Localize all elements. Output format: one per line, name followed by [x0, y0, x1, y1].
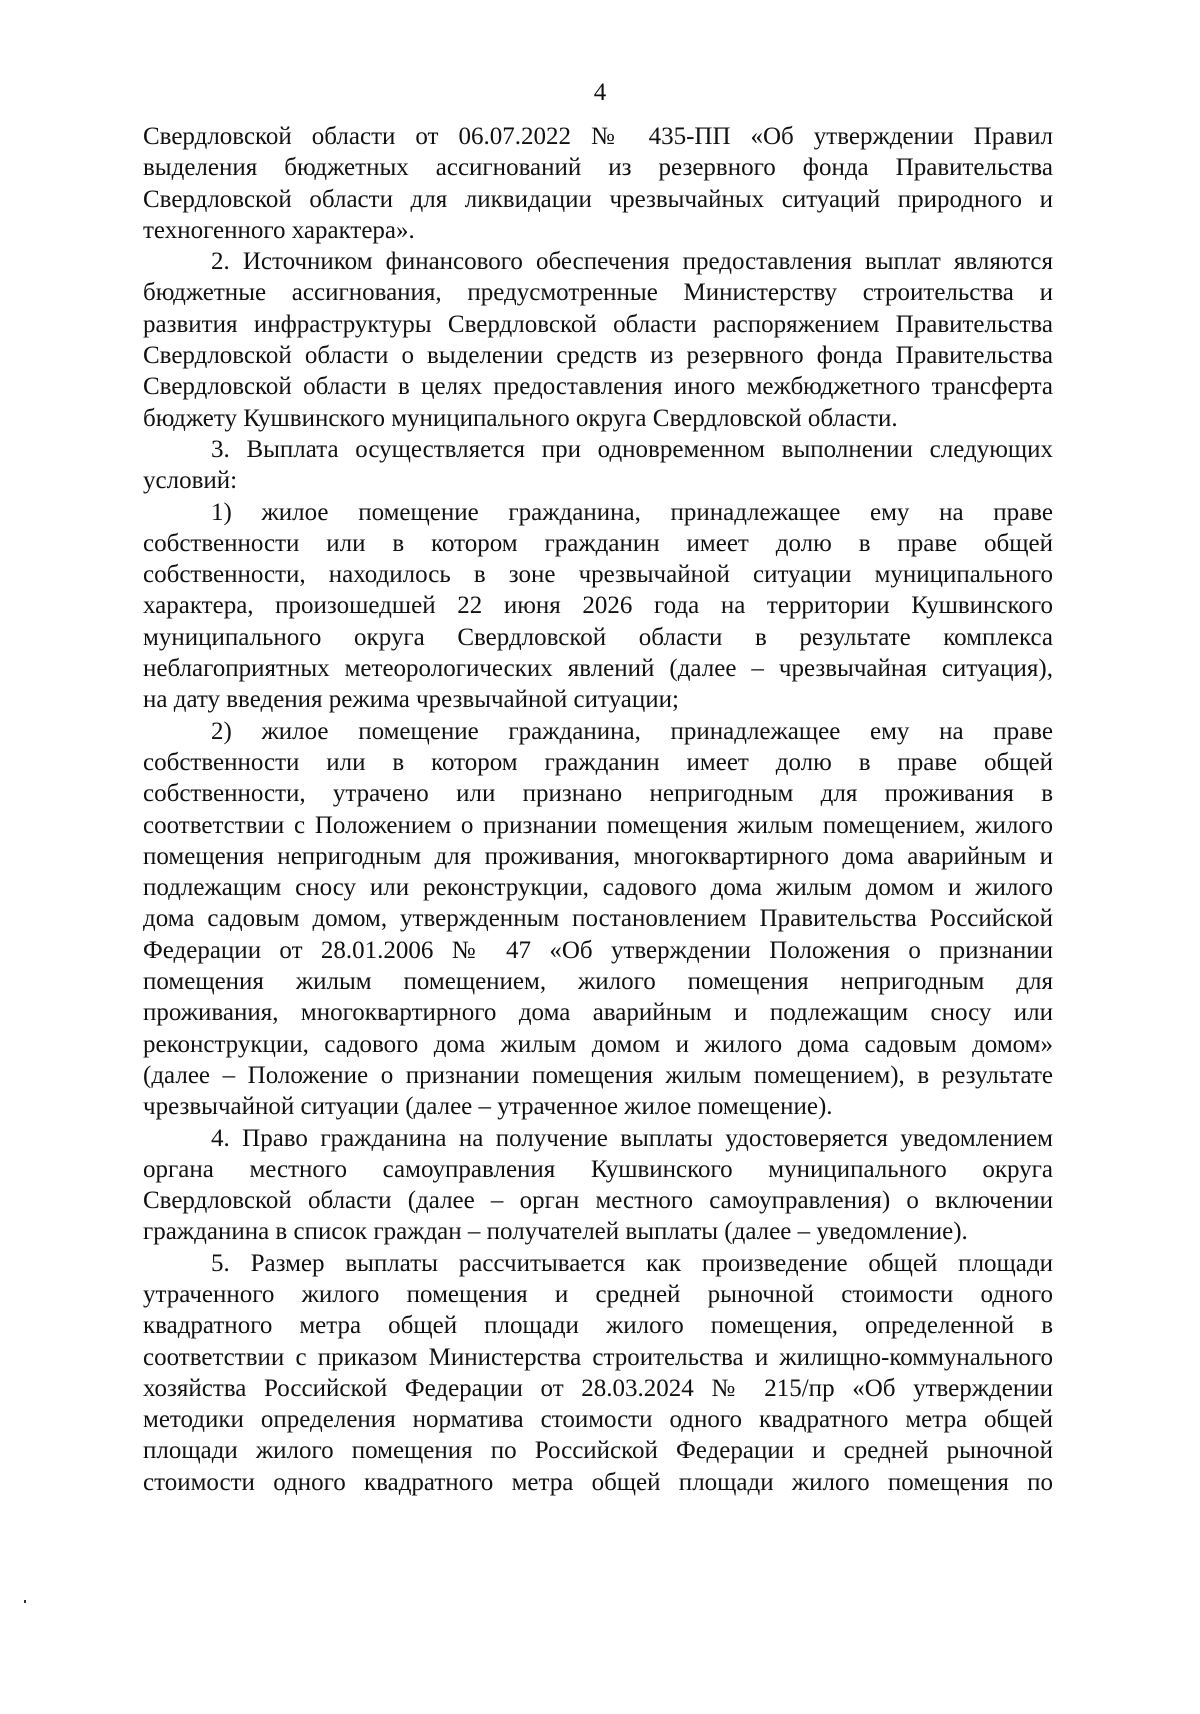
text-line: Свердловской области о выделении средств из резервного фонда Правительства — [143, 342, 1053, 370]
text-line: собственности, утрачено или признано непригодным для проживания в — [143, 780, 1053, 808]
text-line: условий: — [143, 467, 238, 495]
text-line: 2) жилое помещение гражданина, принадлежащее ему на праве — [211, 717, 1053, 745]
text-line: стоимости одного квадратного метра общей площади жилого помещения по — [143, 1468, 1053, 1496]
text-line: гражданина в список граждан – получателей выплаты (далее – уведомление). — [143, 1218, 968, 1246]
page-number: 4 — [593, 79, 607, 106]
text-line: собственности, находилось в зоне чрезвычайной ситуации муниципального — [143, 561, 1053, 589]
text-line: (далее – Положение о признании помещения жилым помещением), в результате — [143, 1061, 1053, 1089]
text-line: чрезвычайной ситуации (далее – утраченное жилое помещение). — [143, 1093, 833, 1121]
text-line: 1) жилое помещение гражданина, принадлежащее ему на праве — [211, 498, 1053, 526]
text-line: техногенного характера». — [143, 216, 415, 244]
text-line: бюджету Кушвинского муниципального округа Свердловской области. — [143, 404, 898, 432]
scan-speck — [24, 1600, 26, 1603]
text-line: дома садовым домом, утвержденным постановлением Правительства Российской — [143, 905, 1053, 933]
text-line: реконструкции, садового дома жилым домом и жилого дома садовым домом» — [143, 1030, 1053, 1058]
text-line: Федерации от 28.01.2006 № 47 «Об утверждении Положения о признании — [143, 936, 1053, 964]
text-line: 5. Размер выплаты рассчитывается как произведение общей площади — [211, 1249, 1053, 1277]
text-line: утраченного жилого помещения и средней рыночной стоимости одного — [143, 1280, 1053, 1308]
text-line: собственности или в котором гражданин имеет долю в праве общей — [143, 529, 1053, 557]
text-line: Свердловской области от 06.07.2022 № 435-ПП «Об утверждении Правил — [143, 123, 1053, 150]
text-line: хозяйства Российской Федерации от 28.03.2024 № 215/пр «Об утверждении — [143, 1374, 1053, 1402]
text-line: помещения непригодным для проживания, многоквартирного дома аварийным и — [143, 842, 1053, 870]
text-line: 3. Выплата осуществляется при одновременном выполнении следующих — [211, 435, 1053, 463]
text-line: квадратного метра общей площади жилого помещения, определенной в — [143, 1312, 1053, 1340]
text-line: характера, произошедшей 22 июня 2026 года на территории Кушвинского — [143, 592, 1053, 620]
text-line: на дату введения режима чрезвычайной ситуации; — [143, 686, 679, 714]
text-line: развития инфраструктуры Свердловской области распоряжением Правительства — [143, 310, 1053, 338]
text-line: соответствии с приказом Министерства строительства и жилищно-коммунального — [143, 1343, 1053, 1371]
text-line: Свердловской области в целях предоставления иного межбюджетного трансферта — [143, 373, 1053, 401]
text-line: выделения бюджетных ассигнований из резервного фонда Правительства — [143, 154, 1053, 182]
text-line: проживания, многоквартирного дома аварийным и подлежащим сносу или — [143, 999, 1053, 1027]
text-line: Свердловской области (далее – орган местного самоуправления) о включении — [143, 1187, 1053, 1215]
text-line: Свердловской области для ликвидации чрезвычайных ситуаций природного и — [143, 185, 1053, 213]
text-line: подлежащим сносу или реконструкции, садового дома жилым домом и жилого — [143, 874, 1053, 902]
text-line: соответствии с Положением о признании помещения жилым помещением, жилого — [143, 811, 1053, 839]
text-line: помещения жилым помещением, жилого помещения непригодным для — [143, 968, 1053, 996]
text-line: собственности или в котором гражданин имеет долю в праве общей — [143, 748, 1053, 776]
text-line: площади жилого помещения по Российской Федерации и средней рыночной — [143, 1437, 1053, 1465]
text-line: муниципального округа Свердловской области в результате комплекса — [143, 623, 1053, 651]
text-line: 2. Источником финансового обеспечения предоставления выплат являются — [211, 248, 1053, 276]
text-line: 4. Право гражданина на получение выплаты удостоверяется уведомлением — [211, 1124, 1053, 1152]
text-line: неблагоприятных метеорологических явлений (далее – чрезвычайная ситуация), — [143, 655, 1053, 683]
text-line: органа местного самоуправления Кушвинского муниципального округа — [143, 1155, 1053, 1183]
text-line: бюджетные ассигнования, предусмотренные Министерству строительства и — [143, 279, 1053, 307]
document-body — [143, 121, 1053, 1498]
text-line: методики определения норматива стоимости одного квадратного метра общей — [143, 1406, 1053, 1434]
